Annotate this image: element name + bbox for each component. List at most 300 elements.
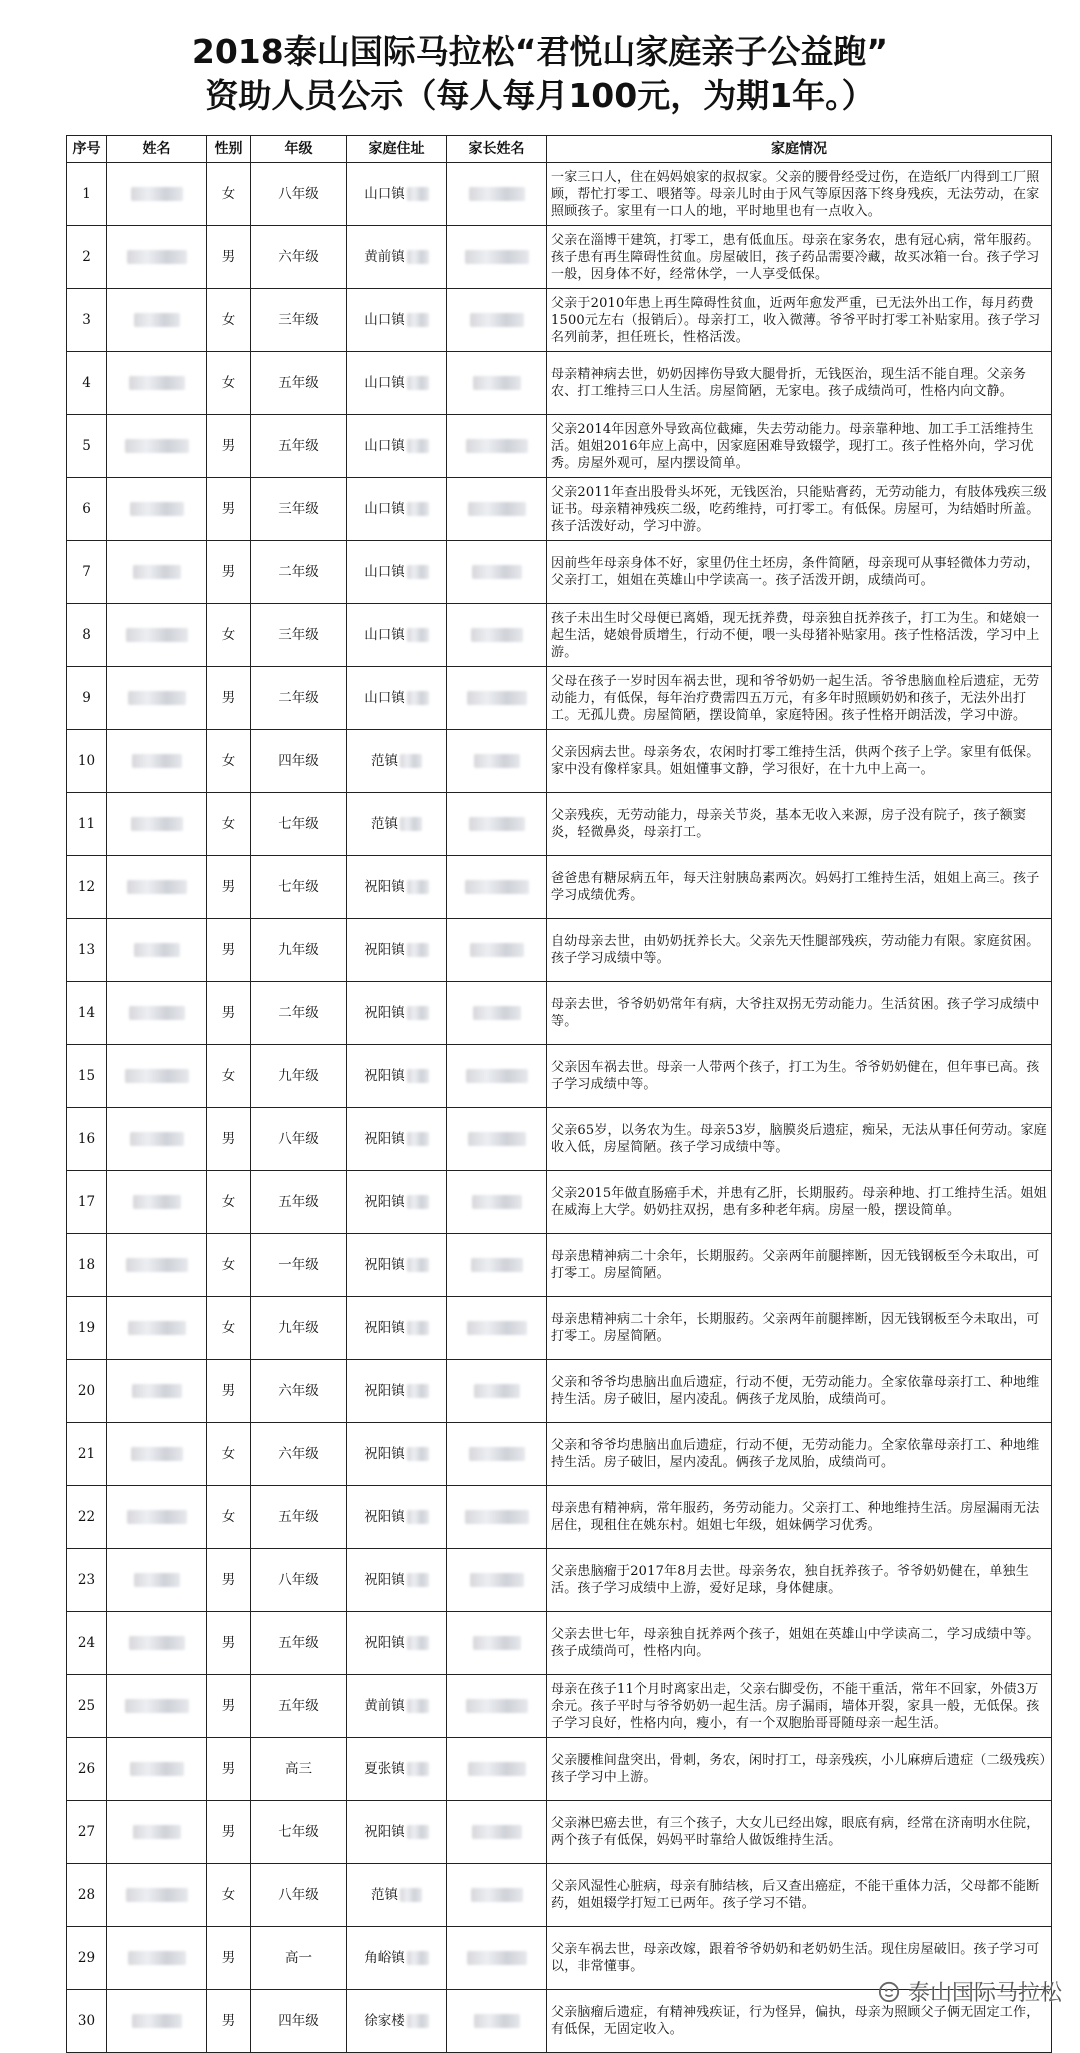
- parent-name-redacted: [447, 1360, 547, 1423]
- row-situation: 父亲2011年查出股骨头坏死，无钱医治，只能贴膏药，无劳动能力，有肢体残疾三级证书。母亲精神残疾二级，吃药维持，可打零工。有低保。房屋可，为结婚时所盖。孩子活泼好动，学习中游。: [547, 478, 1052, 541]
- watermark: [878, 1976, 1062, 2007]
- row-gender: 女: [207, 1045, 251, 1108]
- row-gender: 女: [207, 163, 251, 226]
- address-text: 山口镇: [364, 626, 405, 643]
- row-gender: 男: [207, 478, 251, 541]
- redacted-parent: [468, 1132, 526, 1146]
- address-text: 范镇: [371, 1886, 398, 1903]
- row-address: [347, 1045, 447, 1108]
- page-title: [0, 30, 1080, 118]
- row-grade: 六年级: [251, 226, 347, 289]
- row-situation: 自幼母亲去世，由奶奶抚养长大。父亲先天性腿部残疾，劳动能力有限。家庭贫困。孩子学习成绩中等。: [547, 919, 1052, 982]
- redacted-parent: [468, 1762, 526, 1776]
- row-address: [347, 163, 447, 226]
- redacted-parent: [473, 1636, 521, 1650]
- redacted-name: [128, 1321, 186, 1335]
- redacted-parent: [472, 565, 522, 579]
- row-situation: 一家三口人，住在妈妈娘家的叔叔家。父亲的腰骨经受过伤，在造纸厂内得到工厂照顾，帮忙打零工、喂猪等。母亲儿时由于风气等原因落下终身残疾，无法劳动，在家照顾孩子。家里有一口人的地，平时地里也有一点收入。: [547, 163, 1052, 226]
- col-header-no: 序号: [67, 136, 107, 163]
- row-grade: 五年级: [251, 415, 347, 478]
- row-grade: 七年级: [251, 793, 347, 856]
- redacted-address: [407, 565, 429, 579]
- row-situation: 父亲风湿性心脏病，母亲有肺结核，后又查出癌症，不能干重体力活，父母都不能断药，姐姐辍学打短工已两年。孩子学习不错。: [547, 1864, 1052, 1927]
- row-situation: 父亲残疾，无劳动能力，母亲关节炎，基本无收入来源，房子没有院子，孩子额窦炎，轻微鼻炎，母亲打工。: [547, 793, 1052, 856]
- redacted-address: [407, 1762, 429, 1776]
- row-address: [347, 982, 447, 1045]
- address-text: 山口镇: [364, 374, 405, 391]
- child-name-redacted: [107, 1990, 207, 2053]
- parent-name-redacted: [447, 1108, 547, 1171]
- redacted-name: [133, 1195, 181, 1209]
- row-number: 24: [67, 1612, 107, 1675]
- table-row: [67, 667, 1052, 730]
- row-situation: 父亲于2010年患上再生障碍性贫血，近两年愈发严重，已无法外出工作，每月药费1500元左右（报销后）。母亲打工，收入微薄。爷爷平时打零工补贴家用。孩子学习名列前茅，担任班长，性格活泼。: [547, 289, 1052, 352]
- redacted-parent: [472, 1825, 522, 1839]
- redacted-parent: [469, 1447, 525, 1461]
- row-situation: 父亲因病去世。母亲务农，农闲时打零工维持生活，供两个孩子上学。家里有低保。家中没有像样家具。姐姐懂事文静，学习很好，在十九中上高一。: [547, 730, 1052, 793]
- redacted-name: [129, 1006, 185, 1020]
- row-grade: 五年级: [251, 1612, 347, 1675]
- row-number: 30: [67, 1990, 107, 2053]
- row-situation: 母亲精神病去世，奶奶因摔伤导致大腿骨折，无钱医治，现生活不能自理。父亲务农、打工维持三口人生活。房屋简陋，无家电。孩子成绩尚可，性格内向文静。: [547, 352, 1052, 415]
- redacted-parent: [469, 817, 525, 831]
- table-row: [67, 1738, 1052, 1801]
- row-number: 21: [67, 1423, 107, 1486]
- parent-name-redacted: [447, 1675, 547, 1738]
- row-address: [347, 415, 447, 478]
- row-grade: 五年级: [251, 352, 347, 415]
- redacted-parent: [474, 2014, 520, 2028]
- table-row: [67, 1297, 1052, 1360]
- redacted-parent: [468, 502, 526, 516]
- row-gender: 男: [207, 1675, 251, 1738]
- child-name-redacted: [107, 793, 207, 856]
- redacted-parent: [470, 943, 524, 957]
- row-address: [347, 1738, 447, 1801]
- row-situation: 父亲2015年做直肠癌手术，并患有乙肝，长期服药。母亲种地、打工维持生活。姐姐在威海上大学。奶奶拄双拐，患有多种老年病。房屋一般，摆设简单。: [547, 1171, 1052, 1234]
- row-gender: 男: [207, 982, 251, 1045]
- parent-name-redacted: [447, 1171, 547, 1234]
- parent-name-redacted: [447, 793, 547, 856]
- child-name-redacted: [107, 1801, 207, 1864]
- parent-name-redacted: [447, 1297, 547, 1360]
- redacted-address: [407, 691, 429, 705]
- parent-name-redacted: [447, 1486, 547, 1549]
- redacted-name: [132, 754, 182, 768]
- row-gender: 女: [207, 1423, 251, 1486]
- row-grade: 八年级: [251, 1108, 347, 1171]
- row-gender: 女: [207, 352, 251, 415]
- row-address: [347, 1297, 447, 1360]
- address-text: 黄前镇: [364, 248, 405, 265]
- row-gender: 女: [207, 1486, 251, 1549]
- table-row: [67, 478, 1052, 541]
- child-name-redacted: [107, 1675, 207, 1738]
- redacted-address: [407, 502, 429, 516]
- child-name-redacted: [107, 1486, 207, 1549]
- row-gender: 男: [207, 1108, 251, 1171]
- row-number: 27: [67, 1801, 107, 1864]
- child-name-redacted: [107, 1108, 207, 1171]
- row-address: [347, 793, 447, 856]
- col-header-name: 姓名: [107, 136, 207, 163]
- parent-name-redacted: [447, 1990, 547, 2053]
- redacted-address: [407, 187, 429, 201]
- row-number: 12: [67, 856, 107, 919]
- redacted-parent: [474, 1384, 520, 1398]
- row-gender: 男: [207, 226, 251, 289]
- redacted-name: [129, 1636, 185, 1650]
- table-row: [67, 1549, 1052, 1612]
- row-number: 6: [67, 478, 107, 541]
- table-row: [67, 1045, 1052, 1108]
- row-gender: 女: [207, 1171, 251, 1234]
- title-line-1: 2018泰山国际马拉松“君悦山家庭亲子公益跑”: [191, 32, 889, 71]
- row-number: 3: [67, 289, 107, 352]
- child-name-redacted: [107, 1234, 207, 1297]
- row-situation: 母亲在孩子11个月时离家出走，父亲右脚受伤，不能干重活，常年不回家，外债3万余元。孩子平时与爷爷奶奶一起生活。房子漏雨，墙体开裂，家具一般，无低保。孩子学习良好，性格内向，瘦小，有一个双胞胎哥哥随母亲一起生活。: [547, 1675, 1052, 1738]
- parent-name-redacted: [447, 667, 547, 730]
- row-number: 28: [67, 1864, 107, 1927]
- row-gender: 女: [207, 1297, 251, 1360]
- row-address: [347, 1423, 447, 1486]
- row-address: [347, 1486, 447, 1549]
- address-text: 祝阳镇: [364, 1256, 405, 1273]
- row-grade: 三年级: [251, 478, 347, 541]
- row-number: 19: [67, 1297, 107, 1360]
- table-row: [67, 1612, 1052, 1675]
- row-situation: 孩子未出生时父母便已离婚，现无抚养费，母亲独自抚养孩子，打工为生。和姥娘一起生活，姥娘骨质增生，行动不便，喂一头母猪补贴家用。孩子性格活泼，学习中上游。: [547, 604, 1052, 667]
- child-name-redacted: [107, 163, 207, 226]
- redacted-address: [400, 1888, 422, 1902]
- row-number: 17: [67, 1171, 107, 1234]
- address-text: 祝阳镇: [364, 1445, 405, 1462]
- address-text: 黄前镇: [364, 1697, 405, 1714]
- redacted-parent: [465, 250, 529, 264]
- redacted-address: [407, 1132, 429, 1146]
- row-gender: 男: [207, 1927, 251, 1990]
- child-name-redacted: [107, 730, 207, 793]
- row-grade: 高三: [251, 1738, 347, 1801]
- redacted-address: [407, 943, 429, 957]
- row-address: [347, 604, 447, 667]
- parent-name-redacted: [447, 1612, 547, 1675]
- redacted-address: [400, 754, 422, 768]
- address-text: 徐家楼: [364, 2012, 405, 2029]
- row-situation: 父亲在淄博干建筑，打零工，患有低血压。母亲在家务农，患有冠心病，常年服药。孩子患有再生障碍性贫血。房屋破旧，孩子药品需要冷藏，故买冰箱一台。孩子学习一般，因身体不好，经常休学，一人享受低保。: [547, 226, 1052, 289]
- redacted-parent: [473, 376, 521, 390]
- table-row: [67, 982, 1052, 1045]
- row-grade: 八年级: [251, 1549, 347, 1612]
- row-number: 8: [67, 604, 107, 667]
- row-number: 11: [67, 793, 107, 856]
- child-name-redacted: [107, 1927, 207, 1990]
- redacted-name: [132, 1384, 182, 1398]
- row-number: 13: [67, 919, 107, 982]
- row-situation: 父亲去世七年，母亲独自抚养两个孩子，姐姐在英雄山中学读高二，学习成绩中等。孩子成绩尚可，性格内向。: [547, 1612, 1052, 1675]
- row-situation: 父亲和爷爷均患脑出血后遗症，行动不便，无劳动能力。全家依靠母亲打工、种地维持生活。房子破旧，屋内凌乱。俩孩子龙凤胎，成绩尚可。: [547, 1360, 1052, 1423]
- redacted-name: [128, 1951, 186, 1965]
- redacted-name: [134, 313, 180, 327]
- address-text: 角峪镇: [364, 1949, 405, 1966]
- row-grade: 一年级: [251, 1234, 347, 1297]
- row-number: 14: [67, 982, 107, 1045]
- row-gender: 男: [207, 667, 251, 730]
- redacted-name: [127, 1510, 187, 1524]
- table-row: [67, 163, 1052, 226]
- row-number: 10: [67, 730, 107, 793]
- row-number: 29: [67, 1927, 107, 1990]
- redacted-parent: [469, 187, 525, 201]
- redacted-name: [134, 943, 180, 957]
- redacted-address: [407, 1258, 429, 1272]
- col-header-parent: 家长姓名: [447, 136, 547, 163]
- redacted-address: [407, 628, 429, 642]
- address-text: 范镇: [371, 752, 398, 769]
- parent-name-redacted: [447, 982, 547, 1045]
- address-text: 祝阳镇: [364, 878, 405, 895]
- redacted-address: [400, 817, 422, 831]
- row-situation: 父亲腰椎间盘突出，骨刺，务农，闲时打工，母亲残疾，小儿麻痹后遗症（二级残疾）孩子学习中上游。: [547, 1738, 1052, 1801]
- redacted-name: [125, 1069, 189, 1083]
- row-address: [347, 1675, 447, 1738]
- child-name-redacted: [107, 415, 207, 478]
- child-name-redacted: [107, 478, 207, 541]
- table-row: [67, 1801, 1052, 1864]
- row-gender: 女: [207, 604, 251, 667]
- redacted-address: [407, 1069, 429, 1083]
- row-address: [347, 478, 447, 541]
- redacted-address: [407, 1573, 429, 1587]
- row-address: [347, 541, 447, 604]
- row-address: [347, 1108, 447, 1171]
- row-situation: 父母在孩子一岁时因车祸去世，现和爷爷奶奶一起生活。爷爷患脑血栓后遗症，无劳动能力，有低保，每年治疗费需四五万元，有多年时照顾奶奶和孩子，无法外出打工。无孤儿费。房屋简陋，摆设简单，家庭特困。孩子性格开朗活泼，学习中游。: [547, 667, 1052, 730]
- redacted-parent: [470, 1573, 524, 1587]
- row-gender: 女: [207, 289, 251, 352]
- row-grade: 九年级: [251, 1297, 347, 1360]
- table-row: [67, 1864, 1052, 1927]
- address-text: 祝阳镇: [364, 1382, 405, 1399]
- row-address: [347, 352, 447, 415]
- table-row: [67, 1171, 1052, 1234]
- row-address: [347, 730, 447, 793]
- address-text: 祝阳镇: [364, 1193, 405, 1210]
- row-grade: 六年级: [251, 1423, 347, 1486]
- row-grade: 二年级: [251, 982, 347, 1045]
- row-address: [347, 1234, 447, 1297]
- table-row: [67, 541, 1052, 604]
- redacted-address: [407, 1006, 429, 1020]
- row-situation: 母亲去世，爷爷奶奶常年有病，大爷拄双拐无劳动能力。生活贫困。孩子学习成绩中等。: [547, 982, 1052, 1045]
- parent-name-redacted: [447, 1801, 547, 1864]
- row-gender: 女: [207, 793, 251, 856]
- row-number: 15: [67, 1045, 107, 1108]
- row-situation: 父亲淋巴癌去世，有三个孩子，大女儿已经出嫁，眼底有病，经常在济南明水住院，两个孩子有低保，妈妈平时靠给人做饭维持生活。: [547, 1801, 1052, 1864]
- row-number: 4: [67, 352, 107, 415]
- child-name-redacted: [107, 226, 207, 289]
- redacted-address: [407, 2014, 429, 2028]
- table-row: [67, 352, 1052, 415]
- row-address: [347, 1171, 447, 1234]
- child-name-redacted: [107, 1612, 207, 1675]
- row-gender: 男: [207, 1801, 251, 1864]
- address-text: 山口镇: [364, 563, 405, 580]
- redacted-address: [407, 313, 429, 327]
- redacted-name: [133, 1825, 181, 1839]
- redacted-name: [132, 2014, 182, 2028]
- redacted-address: [407, 376, 429, 390]
- parent-name-redacted: [447, 1234, 547, 1297]
- parent-name-redacted: [447, 856, 547, 919]
- address-text: 祝阳镇: [364, 1634, 405, 1651]
- row-gender: 男: [207, 1549, 251, 1612]
- redacted-parent: [465, 1510, 529, 1524]
- row-number: 2: [67, 226, 107, 289]
- row-number: 20: [67, 1360, 107, 1423]
- row-gender: 男: [207, 1990, 251, 2053]
- parent-name-redacted: [447, 226, 547, 289]
- redacted-address: [407, 1384, 429, 1398]
- wechat-icon: [878, 1981, 900, 2003]
- parent-name-redacted: [447, 919, 547, 982]
- redacted-address: [407, 250, 429, 264]
- redacted-name: [130, 1132, 184, 1146]
- row-number: 26: [67, 1738, 107, 1801]
- col-header-gender: 性别: [207, 136, 251, 163]
- row-gender: 男: [207, 1738, 251, 1801]
- address-text: 祝阳镇: [364, 1130, 405, 1147]
- row-address: [347, 1927, 447, 1990]
- table-row: [67, 1675, 1052, 1738]
- row-number: 22: [67, 1486, 107, 1549]
- redacted-parent: [465, 880, 529, 894]
- table-row: [67, 604, 1052, 667]
- row-address: [347, 226, 447, 289]
- address-text: 山口镇: [364, 185, 405, 202]
- redacted-name: [130, 502, 184, 516]
- row-grade: 七年级: [251, 1801, 347, 1864]
- redacted-address: [407, 439, 429, 453]
- child-name-redacted: [107, 1549, 207, 1612]
- row-number: 23: [67, 1549, 107, 1612]
- col-header-situation: 家庭情况: [547, 136, 1052, 163]
- redacted-name: [125, 439, 189, 453]
- row-gender: 男: [207, 1612, 251, 1675]
- row-situation: 父亲车祸去世，母亲改嫁，跟着爷爷奶奶和老奶奶生活。现住房屋破旧。孩子学习可以，非常懂事。: [547, 1927, 1052, 1990]
- redacted-name: [128, 691, 186, 705]
- child-name-redacted: [107, 604, 207, 667]
- parent-name-redacted: [447, 604, 547, 667]
- child-name-redacted: [107, 1864, 207, 1927]
- row-address: [347, 1990, 447, 2053]
- row-situation: 爸爸患有糖尿病五年，每天注射胰岛素两次。妈妈打工维持生活，姐姐上高三。孩子学习成绩优秀。: [547, 856, 1052, 919]
- redacted-parent: [471, 1888, 523, 1902]
- row-gender: 女: [207, 1864, 251, 1927]
- address-text: 山口镇: [364, 437, 405, 454]
- row-grade: 八年级: [251, 1864, 347, 1927]
- watermark-text: 泰山国际马拉松: [907, 1981, 1062, 2006]
- child-name-redacted: [107, 541, 207, 604]
- row-grade: 八年级: [251, 163, 347, 226]
- parent-name-redacted: [447, 1549, 547, 1612]
- redacted-name: [129, 376, 185, 390]
- parent-name-redacted: [447, 1423, 547, 1486]
- redacted-name: [131, 817, 183, 831]
- address-text: 祝阳镇: [364, 1319, 405, 1336]
- row-gender: 男: [207, 919, 251, 982]
- child-name-redacted: [107, 1045, 207, 1108]
- redacted-parent: [467, 1951, 527, 1965]
- redacted-parent: [467, 691, 527, 705]
- row-grade: 七年级: [251, 856, 347, 919]
- row-grade: 二年级: [251, 541, 347, 604]
- redacted-name: [126, 1888, 188, 1902]
- redacted-parent: [466, 439, 528, 453]
- row-situation: 父亲和爷爷均患脑出血后遗症，行动不便，无劳动能力。全家依靠母亲打工、种地维持生活。房子破旧，屋内凌乱。俩孩子龙凤胎，成绩尚可。: [547, 1423, 1052, 1486]
- parent-name-redacted: [447, 1864, 547, 1927]
- table-row: [67, 793, 1052, 856]
- row-gender: 男: [207, 541, 251, 604]
- row-grade: 九年级: [251, 1045, 347, 1108]
- row-address: [347, 289, 447, 352]
- redacted-address: [407, 1510, 429, 1524]
- redacted-address: [407, 1195, 429, 1209]
- redacted-parent: [470, 313, 524, 327]
- table-row: [67, 289, 1052, 352]
- child-name-redacted: [107, 1423, 207, 1486]
- redacted-parent: [474, 754, 520, 768]
- child-name-redacted: [107, 667, 207, 730]
- redacted-address: [407, 1636, 429, 1650]
- redacted-address: [407, 1321, 429, 1335]
- row-grade: 三年级: [251, 289, 347, 352]
- row-number: 9: [67, 667, 107, 730]
- table-row: [67, 919, 1052, 982]
- redacted-name: [133, 565, 181, 579]
- row-grade: 五年级: [251, 1675, 347, 1738]
- redacted-parent: [473, 1006, 521, 1020]
- address-text: 范镇: [371, 815, 398, 832]
- table-row: [67, 1360, 1052, 1423]
- address-text: 祝阳镇: [364, 1067, 405, 1084]
- row-grade: 五年级: [251, 1171, 347, 1234]
- address-text: 祝阳镇: [364, 1508, 405, 1525]
- row-address: [347, 1801, 447, 1864]
- row-gender: 女: [207, 1234, 251, 1297]
- redacted-name: [127, 250, 187, 264]
- redacted-name: [131, 187, 183, 201]
- row-address: [347, 1864, 447, 1927]
- row-situation: 父亲脑瘤后遗症，有精神残疾证，行为怪异，偏执，母亲为照顾父子俩无固定工作，有低保，无固定收入。: [547, 1990, 1052, 2053]
- parent-name-redacted: [447, 352, 547, 415]
- child-name-redacted: [107, 1738, 207, 1801]
- redacted-parent: [466, 1699, 528, 1713]
- row-address: [347, 667, 447, 730]
- row-situation: 父亲65岁，以务农为生。母亲53岁，脑膜炎后遗症，痴呆，无法从事任何劳动。家庭收入低，房屋简陋。孩子学习成绩中等。: [547, 1108, 1052, 1171]
- redacted-parent: [466, 1069, 528, 1083]
- row-number: 7: [67, 541, 107, 604]
- row-gender: 男: [207, 415, 251, 478]
- row-grade: 三年级: [251, 604, 347, 667]
- table-row: [67, 226, 1052, 289]
- redacted-name: [130, 1762, 184, 1776]
- parent-name-redacted: [447, 1927, 547, 1990]
- redacted-name: [134, 1573, 180, 1587]
- address-text: 祝阳镇: [364, 1823, 405, 1840]
- row-number: 18: [67, 1234, 107, 1297]
- parent-name-redacted: [447, 415, 547, 478]
- redacted-address: [407, 1951, 429, 1965]
